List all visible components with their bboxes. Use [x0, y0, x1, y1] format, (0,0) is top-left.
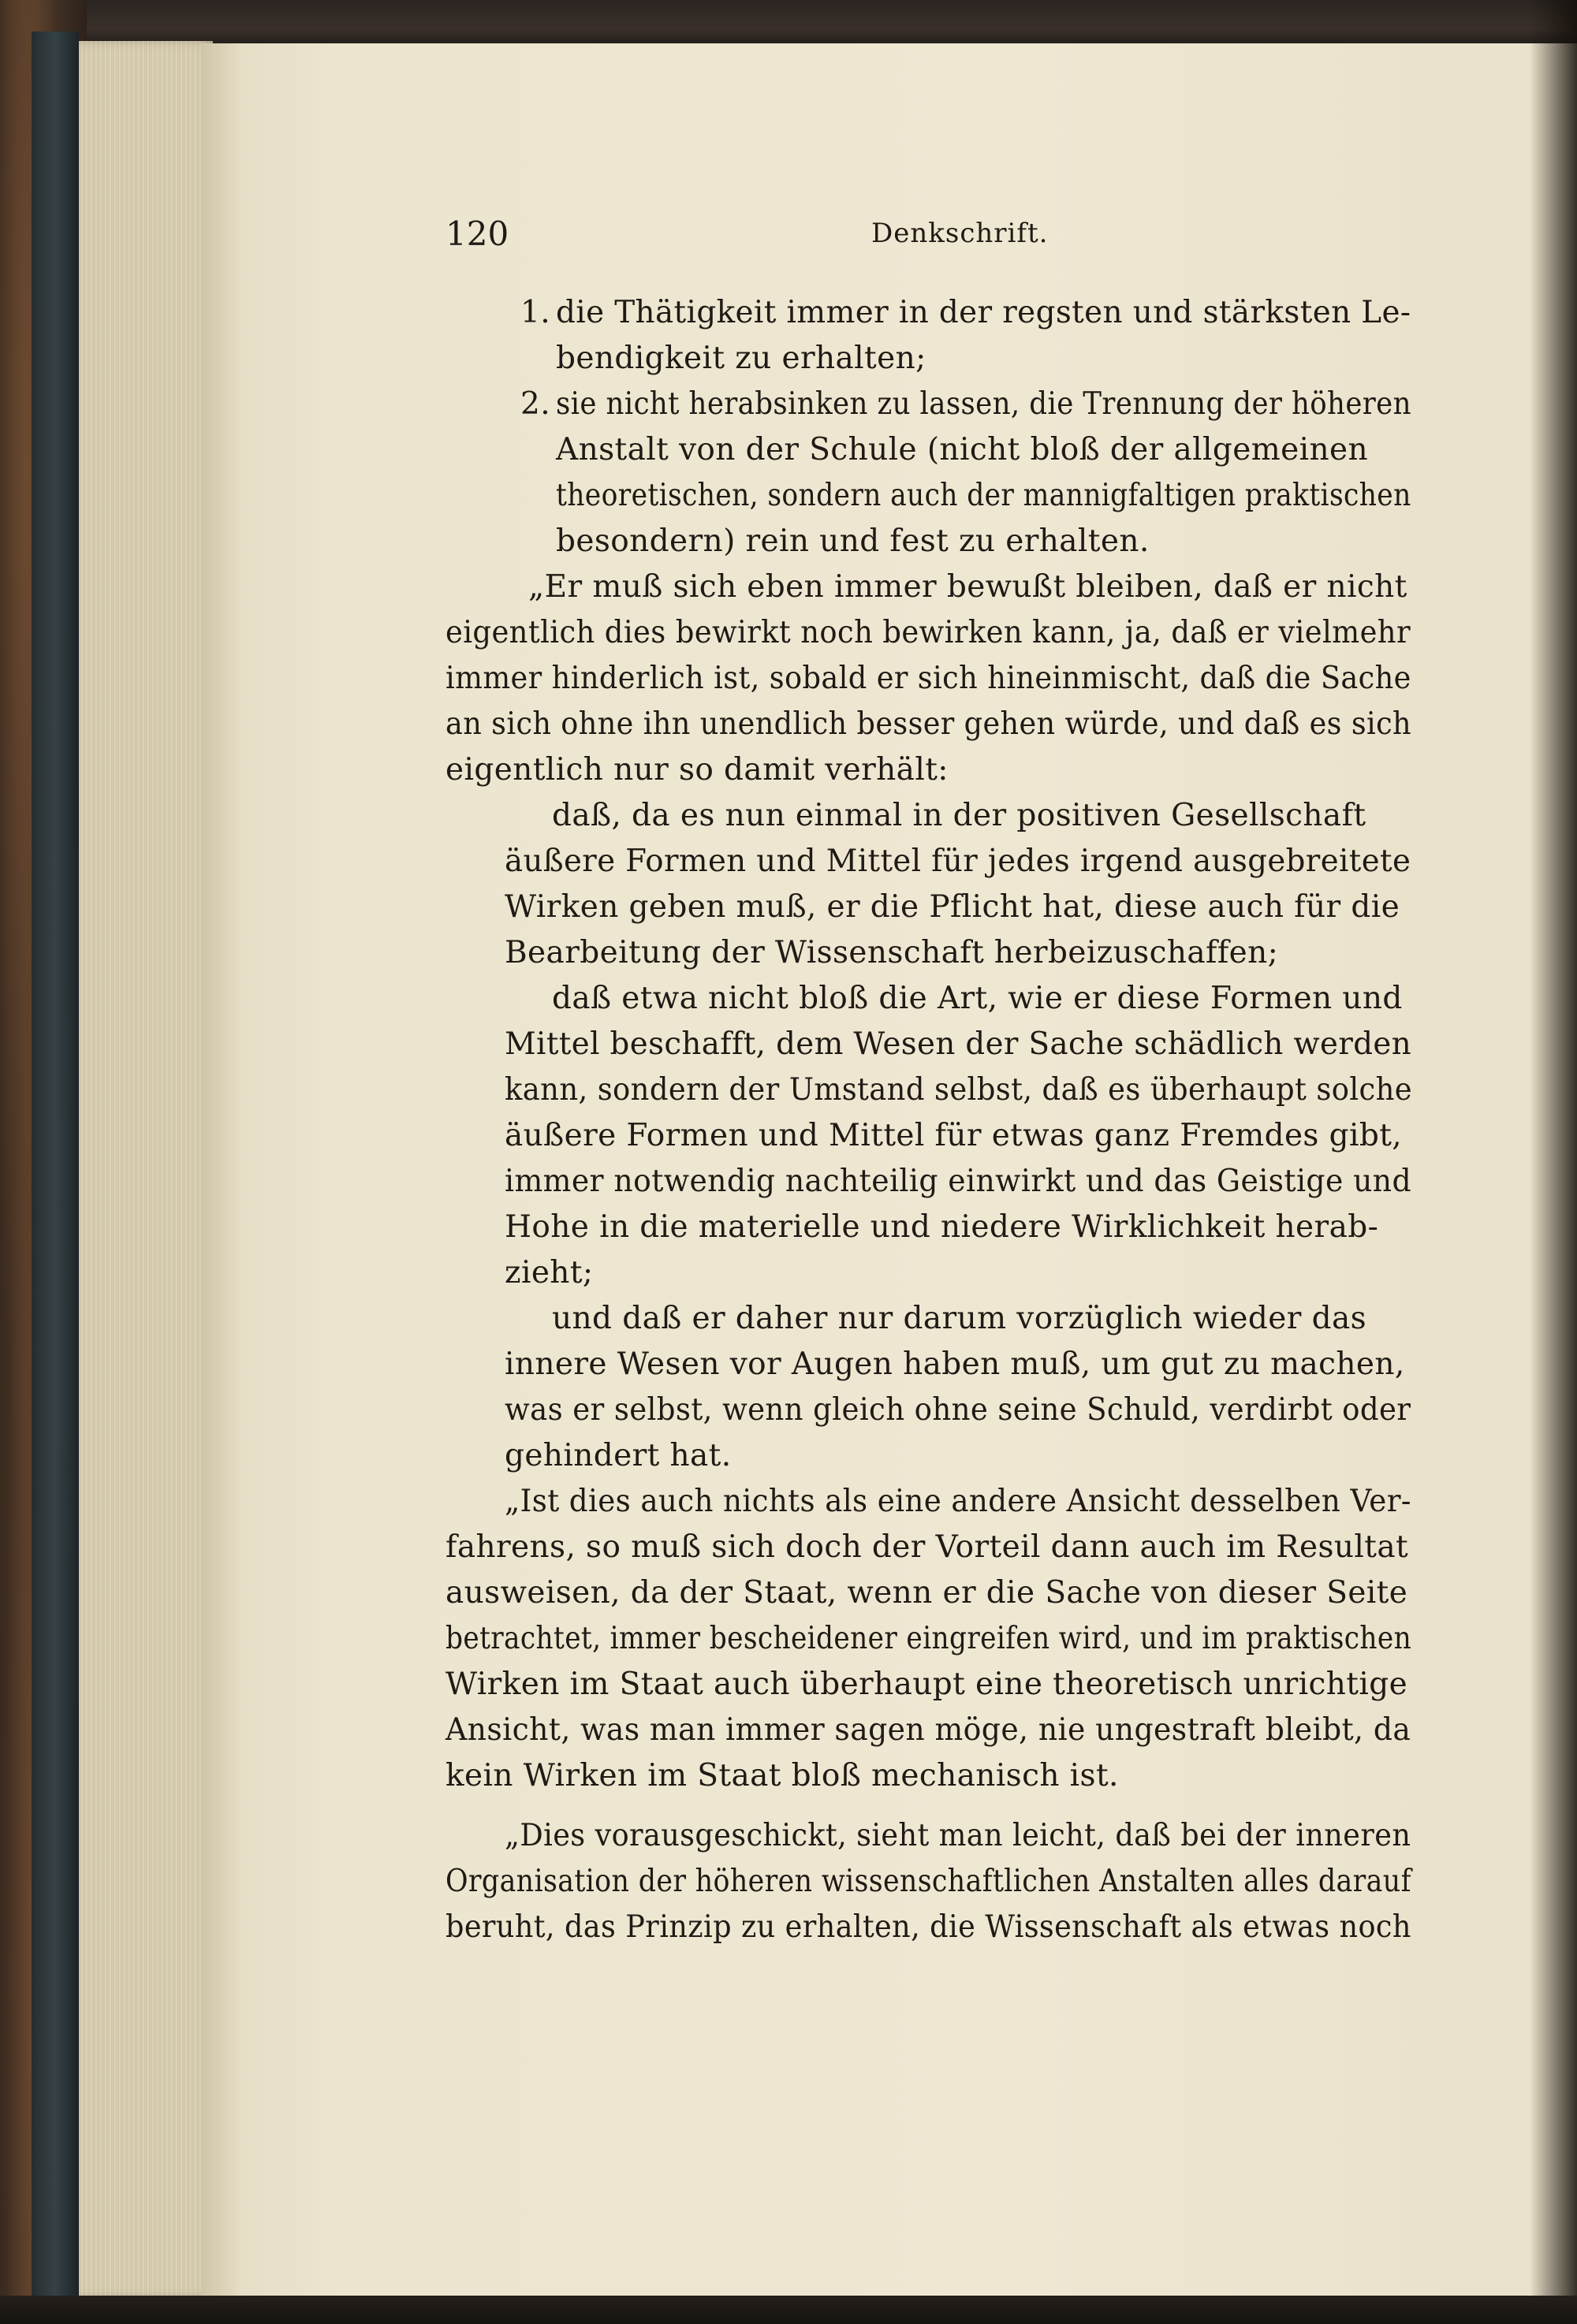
- text-line: bendigkeit zu erhalten;: [556, 341, 926, 376]
- text-line: Bearbeitung der Wissenschaft herbeizuschaffen;: [505, 935, 1279, 970]
- text-line: die Thätigkeit immer in der regsten und stärksten Le-: [556, 295, 1411, 330]
- text-line: ausweisen, da der Staat, wenn er die Sache von dieser Seite: [446, 1575, 1408, 1611]
- text-line: zieht;: [505, 1255, 594, 1290]
- text-line: [520, 293, 550, 333]
- text-line: daß, da es nun einmal in der positiven Gesellschaft: [552, 798, 1366, 833]
- text-line: sie nicht herabsinken zu lassen, die Trennung der höheren: [556, 386, 1411, 422]
- text-line: an sich ohne ihn unendlich besser gehen würde, und daß es sich: [446, 706, 1411, 742]
- page-right-shadow: [1530, 0, 1577, 2324]
- text-line: äußere Formen und Mittel für etwas ganz Fremdes gibt,: [505, 1118, 1403, 1153]
- text-line: Wirken geben muß, er die Pflicht hat, diese auch für die: [505, 889, 1400, 925]
- text-line: äußere Formen und Mittel für jedes irgend ausgebreitete: [505, 844, 1411, 879]
- book-bottom-edge: [0, 2296, 1577, 2324]
- text-line: Organisation der höheren wissenschaftlichen Anstalten alles darauf: [446, 1864, 1411, 1899]
- running-head: Denkschrift.: [871, 218, 1049, 249]
- text-line: immer hinderlich ist, sobald er sich hineinmischt, daß die Sache: [446, 661, 1411, 696]
- text-line: innere Wesen vor Augen haben muß, um gut zu machen,: [505, 1346, 1405, 1382]
- text-line: kein Wirken im Staat bloß mechanisch ist.: [446, 1758, 1119, 1793]
- list-number: 2.: [520, 386, 551, 422]
- book-cover-top: [0, 0, 1577, 47]
- page-header: [446, 214, 1411, 262]
- text-line: eigentlich nur so damit verhält:: [446, 752, 949, 788]
- text-line: was er selbst, wenn gleich ohne seine Schuld, verdirbt oder: [505, 1392, 1411, 1428]
- text-line: „Er muß sich eben immer bewußt bleiben, daß er nicht: [528, 569, 1407, 605]
- text-line: gehindert hat.: [505, 1438, 732, 1473]
- text-line: kann, sondern der Umstand selbst, daß es überhaupt solche: [505, 1072, 1412, 1108]
- text-line: Wirken im Staat auch überhaupt eine theoretisch unrichtige: [446, 1667, 1408, 1702]
- text-line: immer notwendig nachteilig einwirkt und das Geistige und: [505, 1164, 1412, 1199]
- text-line: theoretischen, sondern auch der mannigfaltigen praktischen: [556, 478, 1411, 513]
- page-stack-edge: [79, 41, 213, 2297]
- text-line: Mittel beschafft, dem Wesen der Sache schädlich werden: [505, 1026, 1412, 1062]
- text-line: [520, 385, 550, 424]
- text-line: „Ist dies auch nichts als eine andere Ansicht desselben Ver-: [505, 1484, 1411, 1519]
- text-line: fahrens, so muß sich doch der Vorteil dann auch im Resultat: [446, 1529, 1409, 1565]
- text-line: „Dies vorausgeschickt, sieht man leicht, daß bei der inneren: [505, 1818, 1411, 1853]
- text-line: betrachtet, immer bescheidener eingreifen wird, und im praktischen: [446, 1621, 1412, 1656]
- text-line: beruht, das Prinzip zu erhalten, die Wissenschaft als etwas noch: [446, 1909, 1411, 1945]
- text-line: eigentlich dies bewirkt noch bewirken kann, ja, daß er vielmehr: [446, 615, 1411, 650]
- text-line: Anstalt von der Schule (nicht bloß der allgemeinen: [556, 432, 1369, 467]
- text-line: daß etwa nicht bloß die Art, wie er diese Formen und: [552, 981, 1403, 1016]
- text-line: und daß er daher nur darum vorzüglich wieder das: [552, 1301, 1367, 1336]
- text-line: besondern) rein und fest zu erhalten.: [556, 523, 1150, 559]
- text-line: Hohe in die materielle und niedere Wirklichkeit herab-: [505, 1209, 1379, 1245]
- list-number: 1.: [520, 295, 551, 330]
- cover-cloth-strip: [32, 32, 79, 2302]
- page-number: 120: [446, 214, 509, 253]
- text-line: Ansicht, was man immer sagen möge, nie ungestraft bleibt, da: [446, 1712, 1411, 1748]
